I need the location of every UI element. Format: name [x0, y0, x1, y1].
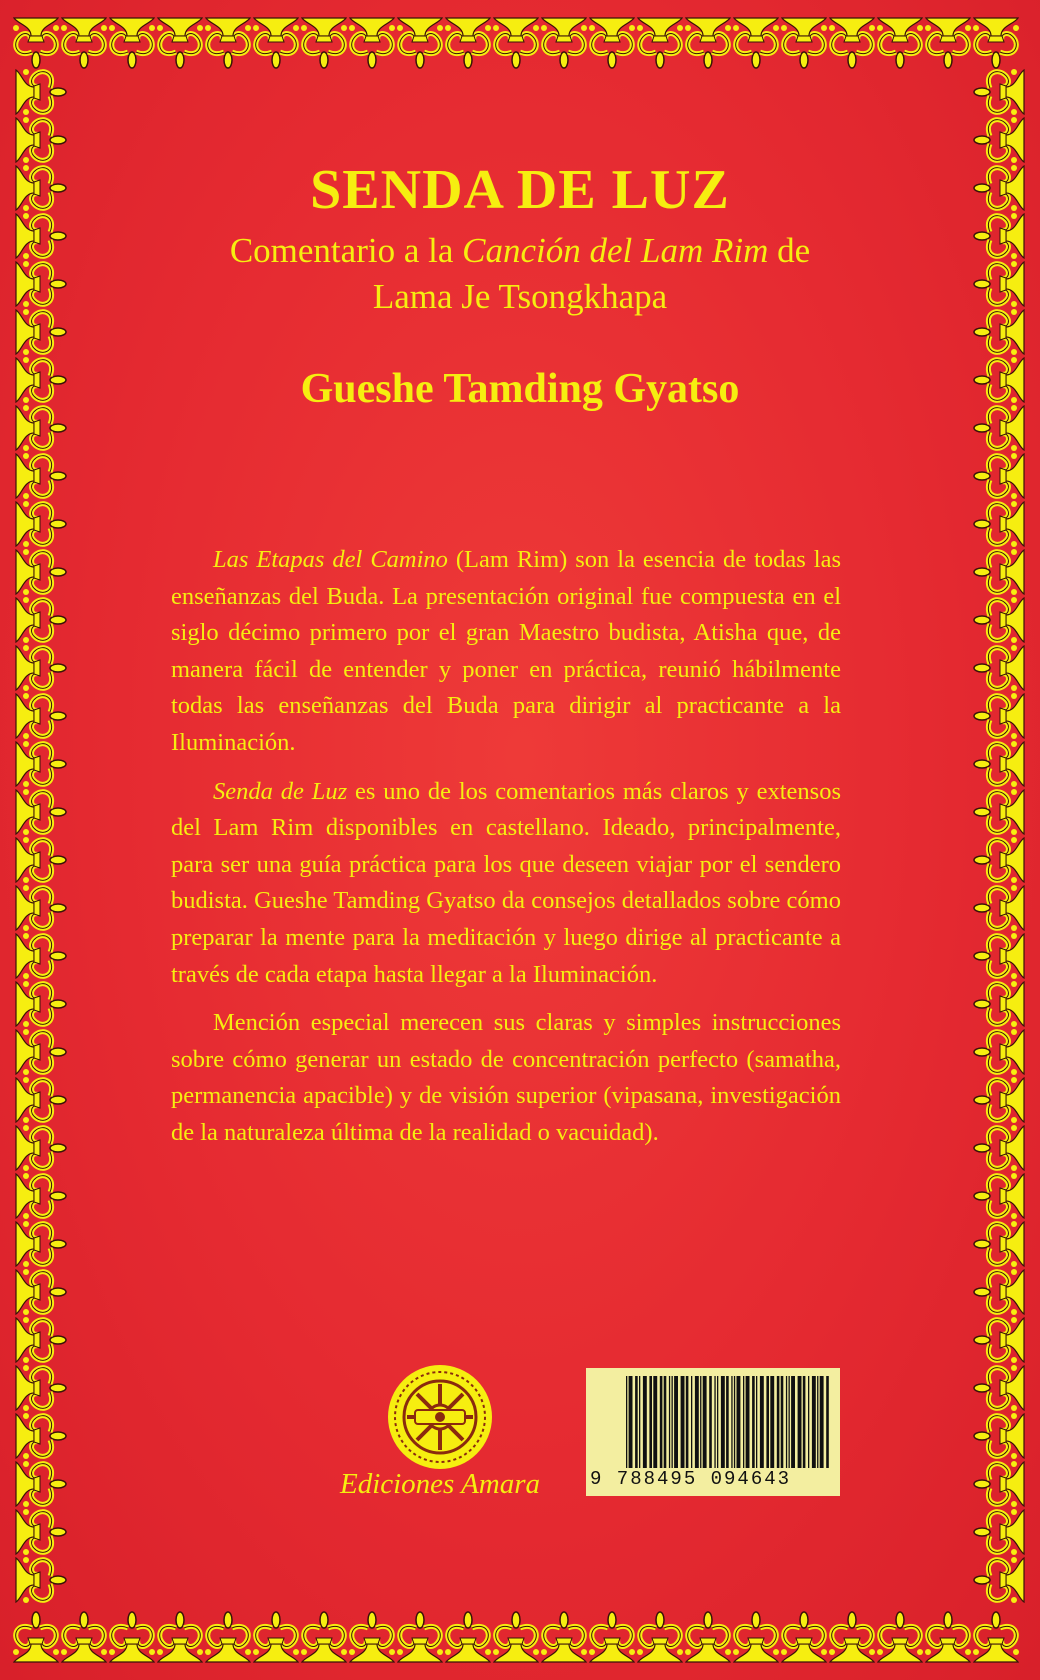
barcode-bar	[786, 1376, 787, 1468]
blurb-text-run: es uno de los comentarios más claros y extensos del Lam Rim disponibles en castellano. Ideado, principalmente, para ser una guía práctica para los que deseen viajar por el sendero budista. Gueshe Tamding Gyatso da consejos detallados sobre cómo preparar la mente para la meditación y luego dirige al practicante a través de cada etapa hasta llegar a la Iluminación.	[171, 777, 841, 988]
fleur-ornament-icon	[637, 1612, 683, 1662]
barcode-bar	[643, 1376, 647, 1468]
fleur-ornament-icon	[16, 261, 66, 307]
fleur-ornament-icon	[974, 933, 1024, 979]
fleur-ornament-icon	[637, 18, 683, 68]
barcode-bar	[743, 1376, 744, 1468]
barcode-bar	[717, 1376, 718, 1468]
fleur-ornament-icon	[925, 18, 971, 68]
fleur-ornament-icon	[733, 18, 779, 68]
fleur-ornament-icon	[974, 261, 1024, 307]
barcode-bar	[756, 1376, 757, 1468]
barcode-bar	[737, 1376, 741, 1468]
fleur-ornament-icon	[253, 18, 299, 68]
fleur-ornament-icon	[16, 1173, 66, 1219]
barcode-bar	[770, 1376, 774, 1468]
fleur-ornament-icon	[974, 1029, 1024, 1075]
subtitle-prefix: Comentario a la	[229, 231, 463, 270]
fleur-ornament-icon	[974, 1221, 1024, 1267]
fleur-ornament-icon	[16, 501, 66, 547]
subtitle-line-2: Lama Je Tsongkhapa	[372, 277, 668, 316]
fleur-ornament-icon	[973, 1612, 1019, 1662]
barcode-bar	[660, 1376, 663, 1468]
fleur-ornament-icon	[974, 789, 1024, 835]
fleur-ornament-icon	[13, 1612, 59, 1662]
fleur-ornament-icon	[733, 1612, 779, 1662]
fleur-ornament-icon	[974, 837, 1024, 883]
fleur-ornament-icon	[16, 1317, 66, 1363]
fleur-ornament-icon	[974, 1125, 1024, 1171]
barcode-bar	[686, 1376, 689, 1468]
fleur-ornament-icon	[974, 549, 1024, 595]
fleur-ornament-icon	[445, 1612, 491, 1662]
fleur-ornament-icon	[397, 18, 443, 68]
fleur-ornament-icon	[541, 1612, 587, 1662]
fleur-ornament-icon	[13, 18, 59, 68]
fleur-ornament-icon	[16, 693, 66, 739]
fleur-ornament-icon	[16, 933, 66, 979]
barcode-bar	[695, 1376, 699, 1468]
barcode-bar	[664, 1376, 667, 1468]
fleur-ornament-icon	[16, 309, 66, 355]
fleur-ornament-icon	[493, 1612, 539, 1662]
barcode-bar	[817, 1376, 818, 1468]
barcode-bar	[714, 1376, 715, 1468]
blurb-paragraph	[171, 542, 841, 762]
blurb-italic: Senda de Luz	[213, 777, 348, 805]
barcode-bar	[789, 1376, 790, 1468]
fleur-ornament-icon	[16, 117, 66, 163]
fleur-ornament-icon	[16, 1077, 66, 1123]
fleur-ornament-icon	[16, 1461, 66, 1507]
fleur-ornament-icon	[974, 645, 1024, 691]
barcode-bar	[703, 1376, 707, 1468]
barcode-bar	[803, 1376, 806, 1468]
fleur-ornament-icon	[16, 69, 66, 115]
subtitle-italic-work: Canción del Lam Rim	[462, 231, 769, 270]
fleur-ornament-icon	[974, 597, 1024, 643]
publisher-name: Ediciones Amara	[339, 1468, 541, 1500]
barcode-bar	[752, 1376, 755, 1468]
barcode-bar	[777, 1376, 780, 1468]
barcode-bar	[639, 1376, 640, 1468]
book-subtitle	[150, 228, 890, 320]
blurb-paragraph	[171, 1005, 841, 1151]
fleur-ornament-icon	[589, 1612, 635, 1662]
fleur-ornament-icon	[829, 18, 875, 68]
book-author: Gueshe Tamding Gyatso	[300, 366, 740, 412]
fleur-ornament-icon	[974, 1173, 1024, 1219]
fleur-ornament-icon	[157, 18, 203, 68]
fleur-ornament-icon	[16, 1365, 66, 1411]
fleur-ornament-icon	[877, 18, 923, 68]
blurb-paragraph	[171, 774, 841, 994]
fleur-ornament-icon	[974, 1317, 1024, 1363]
barcode-bar	[721, 1376, 725, 1468]
fleur-ornament-icon	[16, 1221, 66, 1267]
fleur-ornament-icon	[781, 18, 827, 68]
fleur-ornament-icon	[974, 309, 1024, 355]
barcode-bar	[820, 1376, 824, 1468]
fleur-ornament-icon	[445, 18, 491, 68]
fleur-ornament-icon	[157, 1612, 203, 1662]
fleur-ornament-icon	[109, 18, 155, 68]
fleur-ornament-icon	[974, 1413, 1024, 1459]
fleur-ornament-icon	[16, 453, 66, 499]
fleur-ornament-icon	[685, 18, 731, 68]
barcode-bar	[812, 1376, 816, 1468]
fleur-ornament-icon	[974, 501, 1024, 547]
fleur-ornament-icon	[16, 597, 66, 643]
fleur-ornament-icon	[301, 18, 347, 68]
barcode-bar	[674, 1376, 678, 1468]
fleur-ornament-icon	[16, 549, 66, 595]
fleur-ornament-icon	[974, 981, 1024, 1027]
barcode-bar	[731, 1376, 732, 1468]
fleur-ornament-icon	[16, 1269, 66, 1315]
fleur-ornament-icon	[16, 789, 66, 835]
barcode-bar	[635, 1376, 638, 1468]
barcode-bar	[791, 1376, 795, 1468]
barcode-bar	[649, 1376, 652, 1468]
fleur-ornament-icon	[974, 1077, 1024, 1123]
barcode-bar	[626, 1376, 627, 1468]
fleur-ornament-icon	[16, 885, 66, 931]
fleur-ornament-icon	[301, 1612, 347, 1662]
fleur-ornament-icon	[16, 741, 66, 787]
fleur-ornament-icon	[253, 1612, 299, 1662]
fleur-ornament-icon	[974, 117, 1024, 163]
fleur-ornament-icon	[974, 1509, 1024, 1555]
fleur-ornament-icon	[829, 1612, 875, 1662]
fleur-ornament-icon	[16, 1413, 66, 1459]
book-title: SENDA DE LUZ	[310, 159, 730, 221]
fleur-ornament-icon	[61, 18, 107, 68]
barcode-bar	[726, 1376, 729, 1468]
fleur-ornament-icon	[974, 453, 1024, 499]
barcode-bar	[691, 1376, 692, 1468]
barcode-bar	[709, 1376, 712, 1468]
barcode-bar	[766, 1376, 769, 1468]
barcode-bar	[760, 1376, 764, 1468]
fleur-ornament-icon	[16, 1029, 66, 1075]
fleur-ornament-icon	[974, 1461, 1024, 1507]
barcode-bar	[672, 1376, 673, 1468]
barcode-bar	[629, 1376, 633, 1468]
isbn-digits: 9 788495 094643	[590, 1468, 792, 1490]
barcode-bar	[826, 1376, 829, 1468]
fleur-ornament-icon	[589, 18, 635, 68]
barcode-bar	[808, 1376, 809, 1468]
blurb-text	[171, 542, 841, 1152]
barcode-bar	[681, 1376, 685, 1468]
fleur-ornament-icon	[974, 1557, 1024, 1603]
blurb-text-run: (Lam Rim) son la esencia de todas las enseñanzas del Buda. La presentación original fue compuesta en el siglo décimo primero por el gran Maestro budista, Atisha que, de manera fácil de entender y poner en práctica, reunió hábilmente todas las enseñanzas del Buda para dirigir al practicante a la Iluminación.	[171, 546, 841, 756]
fleur-ornament-icon	[925, 1612, 971, 1662]
fleur-ornament-icon	[16, 1557, 66, 1603]
barcode-bar	[669, 1376, 670, 1468]
fleur-ornament-icon	[16, 837, 66, 883]
fleur-ornament-icon	[205, 1612, 251, 1662]
fleur-ornament-icon	[16, 645, 66, 691]
fleur-ornament-icon	[974, 69, 1024, 115]
barcode-bar	[700, 1376, 701, 1468]
blurb-text-run: Mención especial merecen sus claras y simples instrucciones sobre cómo generar un estado de concentración perfecto (samatha, permanencia apacible) y de visión superior (vipasana, investigación de la naturaleza última de la realidad o vacuidad).	[171, 1009, 841, 1146]
fleur-ornament-icon	[541, 18, 587, 68]
fleur-ornament-icon	[397, 1612, 443, 1662]
fleur-ornament-icon	[973, 18, 1019, 68]
subtitle-suffix: de	[768, 231, 811, 270]
fleur-ornament-icon	[349, 18, 395, 68]
fleur-ornament-icon	[781, 1612, 827, 1662]
fleur-ornament-icon	[61, 1612, 107, 1662]
fleur-ornament-icon	[974, 741, 1024, 787]
dharma-wheel-icon	[385, 1362, 495, 1472]
barcode-bar	[798, 1376, 802, 1468]
fleur-ornament-icon	[974, 1365, 1024, 1411]
isbn-barcode	[586, 1368, 840, 1496]
fleur-ornament-icon	[205, 18, 251, 68]
fleur-ornament-icon	[16, 981, 66, 1027]
barcode-bar	[653, 1376, 657, 1468]
fleur-ornament-icon	[685, 1612, 731, 1662]
barcode-bar	[734, 1376, 735, 1468]
fleur-ornament-icon	[877, 1612, 923, 1662]
fleur-ornament-icon	[16, 1509, 66, 1555]
barcode-bar	[746, 1376, 750, 1468]
fleur-ornament-icon	[974, 1269, 1024, 1315]
blurb-italic: Las Etapas del Camino	[213, 546, 448, 573]
fleur-ornament-icon	[16, 1125, 66, 1171]
fleur-ornament-icon	[974, 885, 1024, 931]
barcode-bar	[781, 1376, 784, 1468]
fleur-ornament-icon	[109, 1612, 155, 1662]
fleur-ornament-icon	[349, 1612, 395, 1662]
barcode-bars	[626, 1376, 831, 1468]
fleur-ornament-icon	[974, 693, 1024, 739]
fleur-ornament-icon	[493, 18, 539, 68]
